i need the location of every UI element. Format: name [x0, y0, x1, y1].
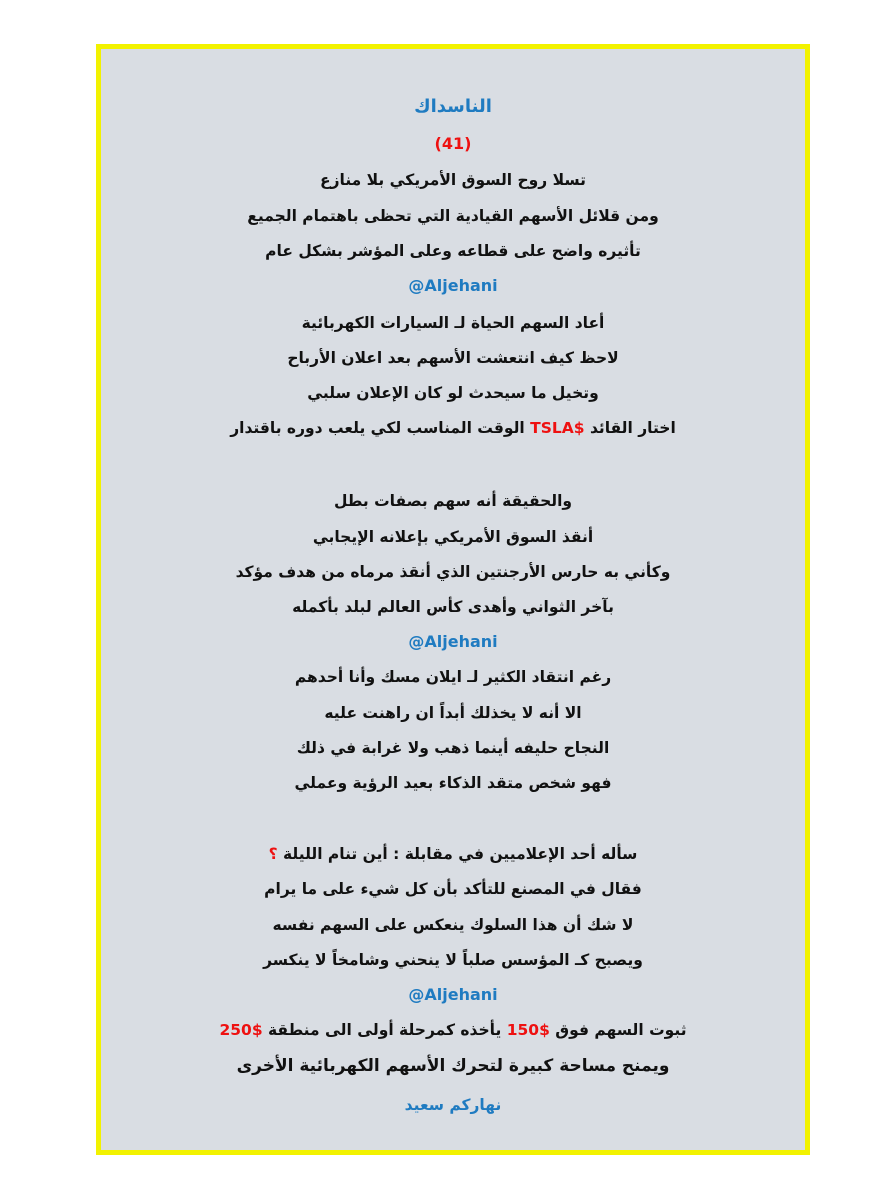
tsla-line-after: الوقت المناسب لكي يلعب دوره باقتدار [230, 419, 525, 437]
closing-line: نهاركم سعيد [404, 1096, 502, 1114]
text-line: تسلا روح السوق الأمريكي بلا منازع [319, 171, 586, 189]
text-line: لاحظ كيف انتعشت الأسهم بعد اعلان الأرباح [287, 349, 619, 367]
price-line-part1: ثبوت السهم فوق [555, 1021, 687, 1039]
text-line: أعاد السهم الحياة لـ السيارات الكهربائية [301, 314, 605, 332]
post-number: (41) [434, 134, 472, 153]
text-line: فهو شخص متقد الذكاء بعيد الرؤية وعملي [294, 774, 612, 792]
price-level-250: $250 [219, 1021, 263, 1039]
price-level-150: $150 [506, 1021, 550, 1039]
document-frame [96, 44, 810, 1155]
question-text: سأله أحد الإعلاميين في مقابلة : أين تنام الليلة [283, 845, 638, 863]
final-line: ويمنح مساحة كبيرة لتحرك الأسهم الكهربائية الأخرى [236, 1056, 670, 1076]
price-line-part2: يأخذه كمرحلة أولى الى منطقة [268, 1021, 502, 1039]
text-line: ومن قلائل الأسهم القيادية التي تحظى باهتمام الجميع [247, 207, 659, 225]
author-handle[interactable]: @Aljehani [408, 632, 498, 651]
question-mark: ؟ [268, 845, 278, 863]
text-line: وتخيل ما سيحدث لو كان الإعلان سلبي [307, 384, 599, 402]
text-line: بآخر الثواني وأهدى كأس العالم لبلد بأكمله [292, 598, 614, 616]
text-line: الا أنه لا يخذلك أبداً ان راهنت عليه [324, 704, 582, 722]
author-handle[interactable]: @Aljehani [408, 276, 498, 295]
text-line: النجاح حليفه أينما ذهب ولا غرابة في ذلك [296, 739, 610, 757]
tsla-line [101, 417, 805, 439]
author-handle[interactable]: @Aljehani [408, 985, 498, 1004]
text-line: لا شك أن هذا السلوك ينعكس على السهم نفسه [272, 916, 634, 934]
price-line [101, 1019, 805, 1041]
text-line: فقال في المصنع للتأكد بأن كل شيء على ما يرام [264, 880, 642, 898]
document-title: الناسداك [414, 96, 492, 117]
text-line: ويصبح كـ المؤسس صلباً لا ينحني وشامخاً لا ينكسر [263, 951, 643, 969]
question-line [101, 843, 805, 865]
text-line: والحقيقة أنه سهم بصفات بطل [333, 492, 573, 510]
tsla-ticker[interactable]: $TSLA [530, 419, 585, 437]
tsla-line-before: اختار القائد [589, 419, 676, 437]
text-line: رغم انتقاد الكثير لـ ايلان مسك وأنا أحدهم [294, 668, 612, 686]
text-line: تأثيره واضح على قطاعه وعلى المؤشر بشكل عام [265, 242, 641, 260]
text-line: وكأني به حارس الأرجنتين الذي أنقذ مرماه من هدف مؤكد [235, 563, 671, 581]
text-line: أنقذ السوق الأمريكي بإعلانه الإيجابي [312, 528, 594, 546]
